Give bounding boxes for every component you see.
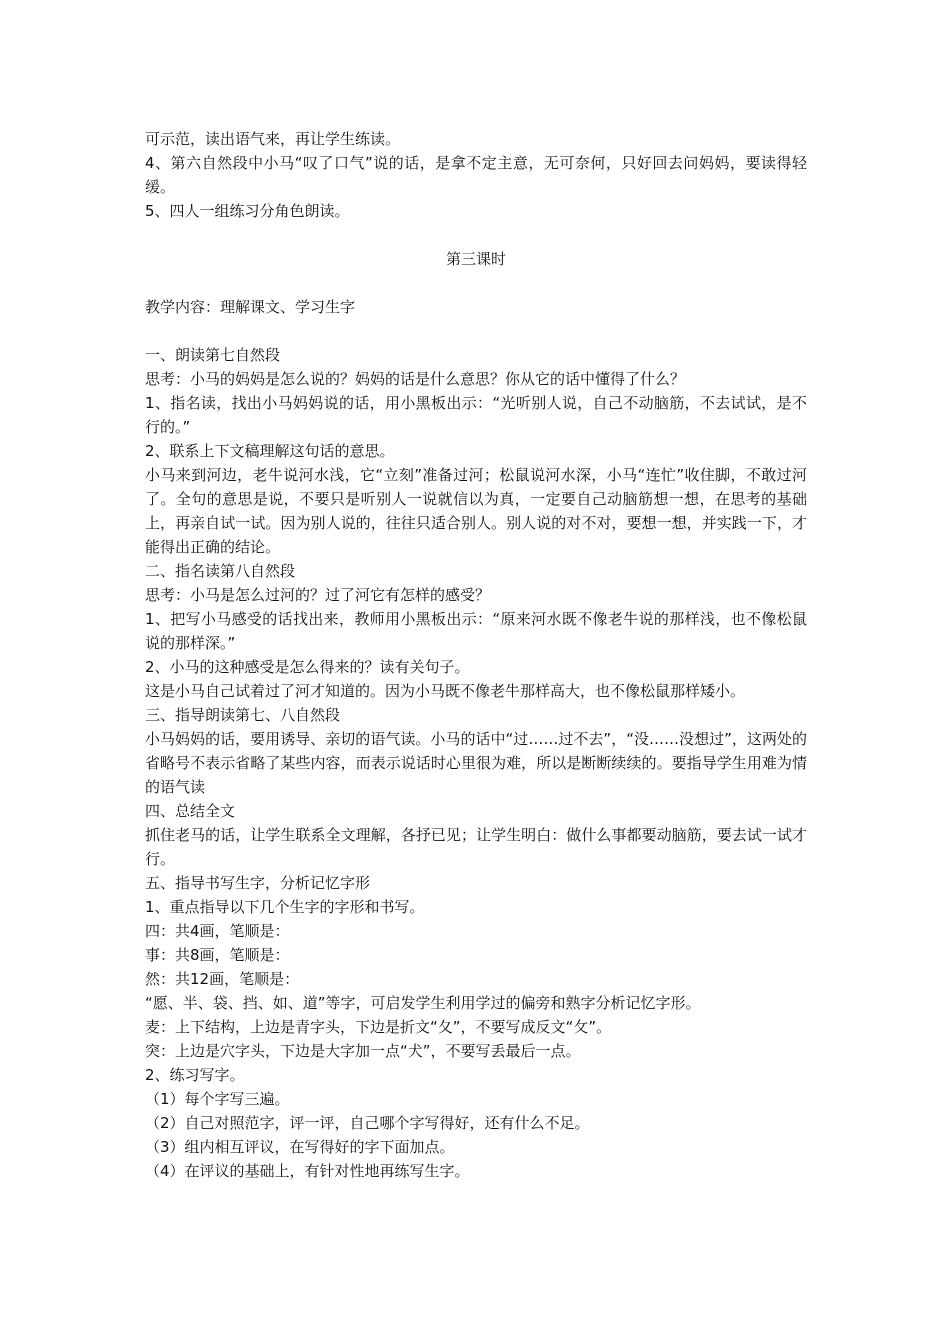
paragraph: 1、指名读，找出小马妈妈说的话，用小黑板出示：“光听别人说，自己不动脑筋，不去试试，是不行的。” xyxy=(145,394,807,436)
paragraph: 可示范，读出语气来，再让学生练读。 xyxy=(145,130,401,148)
paragraph: 2、练习写字。 xyxy=(145,1066,245,1084)
paragraph: （2）自己对照范字，评一评，自己哪个字写得好，还有什么不足。 xyxy=(145,1114,590,1132)
paragraph: 抓住老马的话，让学生联系全文理解，各抒已见；让学生明白：做什么事都要动脑筋，要去试一试才行。 xyxy=(145,826,807,868)
paragraph: 这是小马自己试着过了河才知道的。因为小马既不像老牛那样高大，也不像松鼠那样矮小。 xyxy=(145,682,746,700)
lesson-title: 第三课时 xyxy=(445,250,506,268)
paragraph: 1、重点指导以下几个生字的字形和书写。 xyxy=(145,898,425,916)
section-heading: 五、指导书写生字，分析记忆字形 xyxy=(145,874,371,892)
section-heading: 二、指名读第八自然段 xyxy=(145,562,296,580)
paragraph: 然：共12画，笔顺是： xyxy=(145,970,300,988)
intro-section xyxy=(145,127,807,223)
paragraph: “愿、半、袋、挡、如、道”等字，可启发学生利用学过的偏旁和熟字分析记忆字形。 xyxy=(145,994,701,1012)
paragraph: 事：共8画，笔顺是： xyxy=(145,946,290,964)
paragraph: 1、把写小马感受的话找出来，教师用小黑板出示：“原来河水既不像老牛说的那样浅，也不像松鼠说的那样深。” xyxy=(145,610,807,652)
paragraph: 5、四人一组练习分角色朗读。 xyxy=(145,202,350,220)
section-heading: 四、总结全文 xyxy=(145,802,236,820)
paragraph: 四：共4画，笔顺是： xyxy=(145,922,290,940)
teaching-content-label: 教学内容：理解课文、学习生字 xyxy=(145,298,356,316)
paragraph: 麦：上下结构，上边是青字头，下边是折文“夂”，不要写成反文“攵”。 xyxy=(145,1018,612,1036)
paragraph: 2、联系上下文稿理解这句话的意思。 xyxy=(145,442,395,460)
paragraph: 小马妈妈的话，要用诱导、亲切的语气读。小马的话中“过……过不去”，“没……没想过”，这两处的省略号不表示省略了某些内容，而表示说话时心里很为难，所以是断断续续的。要指导学生用难为情的语气读 xyxy=(145,730,807,796)
paragraph: 思考：小马的妈妈是怎么说的？妈妈的话是什么意思？你从它的话中懂得了什么？ xyxy=(145,370,686,388)
document-page xyxy=(145,127,807,1183)
section-heading: 三、指导朗读第七、八自然段 xyxy=(145,706,341,724)
section-heading: 一、朗读第七自然段 xyxy=(145,346,281,364)
paragraph: （1）每个字写三遍。 xyxy=(145,1090,290,1108)
paragraph: 突：上边是穴字头，下边是大字加一点“犬”，不要写丢最后一点。 xyxy=(145,1042,581,1060)
paragraph: 思考：小马是怎么过河的？过了河它有怎样的感受？ xyxy=(145,586,491,604)
paragraph: （3）组内相互评议，在写得好的字下面加点。 xyxy=(145,1138,455,1156)
paragraph: 小马来到河边，老牛说河水浅，它“立刻”准备过河；松鼠说河水深，小马“连忙”收住脚，不敢过河了。全句的意思是说，不要只是听别人一说就信以为真，一定要自己动脑筋想一想，在思考的基础上，再亲自试一试。因为别人说的，往往只适合别人。别人说的对不对，要想一想，并实践一下，才能得出正确的结论。 xyxy=(145,466,807,556)
paragraph: 4、第六自然段中小马“叹了口气”说的话，是拿不定主意，无可奈何，只好回去问妈妈，要读得轻缓。 xyxy=(145,154,807,196)
lesson-body xyxy=(145,343,807,1183)
paragraph: （4）在评议的基础上，有针对性地再练写生字。 xyxy=(145,1162,470,1180)
paragraph: 2、小马的这种感受是怎么得来的？读有关句子。 xyxy=(145,658,470,676)
